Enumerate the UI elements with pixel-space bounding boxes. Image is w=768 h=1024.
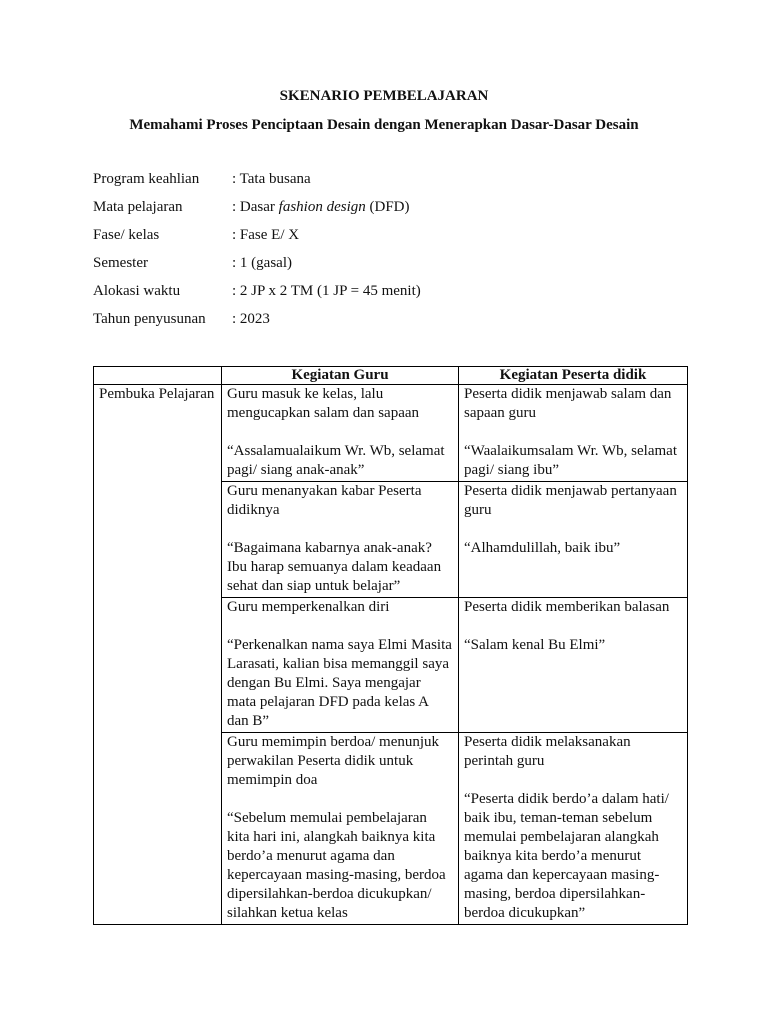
guru-action: Guru masuk ke kelas, lalu mengucapkan salam dan sapaan — [227, 386, 420, 421]
info-row-program — [93, 170, 693, 198]
scenario-table — [93, 366, 688, 925]
guru-quote: “Bagaimana kabarnya anak-anak? Ibu harap semuanya dalam keadaan sehat dan siap untuk belajar” — [227, 540, 442, 594]
info-value: : 2 JP x 2 TM (1 JP = 45 menit) — [232, 283, 421, 299]
info-value: : Fase E/ X — [232, 227, 300, 243]
siswa-action: Peserta didik memberikan balasan — [464, 599, 670, 615]
siswa-cell — [459, 482, 688, 598]
document-subtitle: Memahami Proses Penciptaan Desain dengan Menerapkan Dasar-Dasar Desain — [129, 117, 639, 133]
info-label: Fase/ kelas — [93, 227, 160, 243]
guru-action: Guru memperkenalkan diri — [227, 599, 390, 615]
guru-cell — [222, 733, 459, 925]
info-row-mapel — [93, 198, 693, 226]
info-label: Alokasi waktu — [93, 283, 181, 299]
header-blank-cell — [94, 367, 222, 385]
siswa-quote: “Salam kenal Bu Elmi” — [464, 637, 606, 653]
guru-quote: “Assalamualaikum Wr. Wb, selamat pagi/ siang anak-anak” — [227, 443, 445, 478]
info-value-prefix: : Dasar — [232, 199, 279, 215]
siswa-cell — [459, 733, 688, 925]
info-label: Tahun penyusunan — [93, 311, 206, 327]
table-header-row — [94, 367, 688, 385]
siswa-action: Peserta didik menjawab salam dan sapaan guru — [464, 386, 672, 421]
siswa-quote: “Peserta didik berdo’a dalam hati/ baik ibu, teman-teman sebelum memulai pembelajaran alangkah baiknya kita berdo’a menurut agama dan kepercayaan masing-masing, berdoa dipersilahkan-berdoa dicukupkan” — [464, 791, 669, 921]
guru-quote: “Perkenalkan nama saya Elmi Masita Larasati, kalian bisa memanggil saya dengan Bu Elmi. Saya mengajar mata pelajaran DFD pada kelas A dan B” — [227, 637, 452, 729]
guru-cell — [222, 482, 459, 598]
info-label: Semester — [93, 255, 148, 271]
header-guru: Kegiatan Guru — [222, 367, 459, 385]
info-value: : 2023 — [232, 311, 270, 327]
info-row-fase — [93, 226, 693, 254]
info-row-tahun — [93, 310, 693, 338]
section-cell: Pembuka Pelajaran — [94, 385, 222, 925]
info-block — [93, 170, 693, 338]
siswa-cell — [459, 598, 688, 733]
info-value — [232, 198, 410, 216]
table-row — [94, 385, 688, 482]
info-value-italic: fashion design — [278, 199, 366, 215]
guru-action: Guru menanyakan kabar Peserta didiknya — [227, 483, 422, 518]
info-row-alokasi — [93, 282, 693, 310]
guru-cell — [222, 385, 459, 482]
guru-quote: “Sebelum memulai pembelajaran kita hari ini, alangkah baiknya kita berdo’a menurut agama dan kepercayaan masing-masing, berdoa dipersilahkan-berdoa dicukupkan/ silahkan ketua kelas — [227, 810, 446, 921]
header-siswa: Kegiatan Peserta didik — [459, 367, 688, 385]
guru-action: Guru memimpin berdoa/ menunjuk perwakilan Peserta didik untuk memimpin doa — [227, 734, 440, 788]
info-label: Program keahlian — [93, 171, 200, 187]
siswa-action: Peserta didik melaksanakan perintah guru — [464, 734, 631, 769]
guru-cell — [222, 598, 459, 733]
siswa-action: Peserta didik menjawab pertanyaan guru — [464, 483, 677, 518]
info-row-semester — [93, 254, 693, 282]
document-title: SKENARIO PEMBELAJARAN — [279, 88, 489, 104]
siswa-quote: “Alhamdulillah, baik ibu” — [464, 540, 621, 556]
info-label: Mata pelajaran — [93, 199, 183, 215]
info-value: : Tata busana — [232, 171, 311, 187]
siswa-cell — [459, 385, 688, 482]
info-value-suffix: (DFD) — [365, 199, 410, 215]
siswa-quote: “Waalaikumsalam Wr. Wb, selamat pagi/ siang ibu” — [464, 443, 677, 478]
info-value: : 1 (gasal) — [232, 255, 292, 271]
